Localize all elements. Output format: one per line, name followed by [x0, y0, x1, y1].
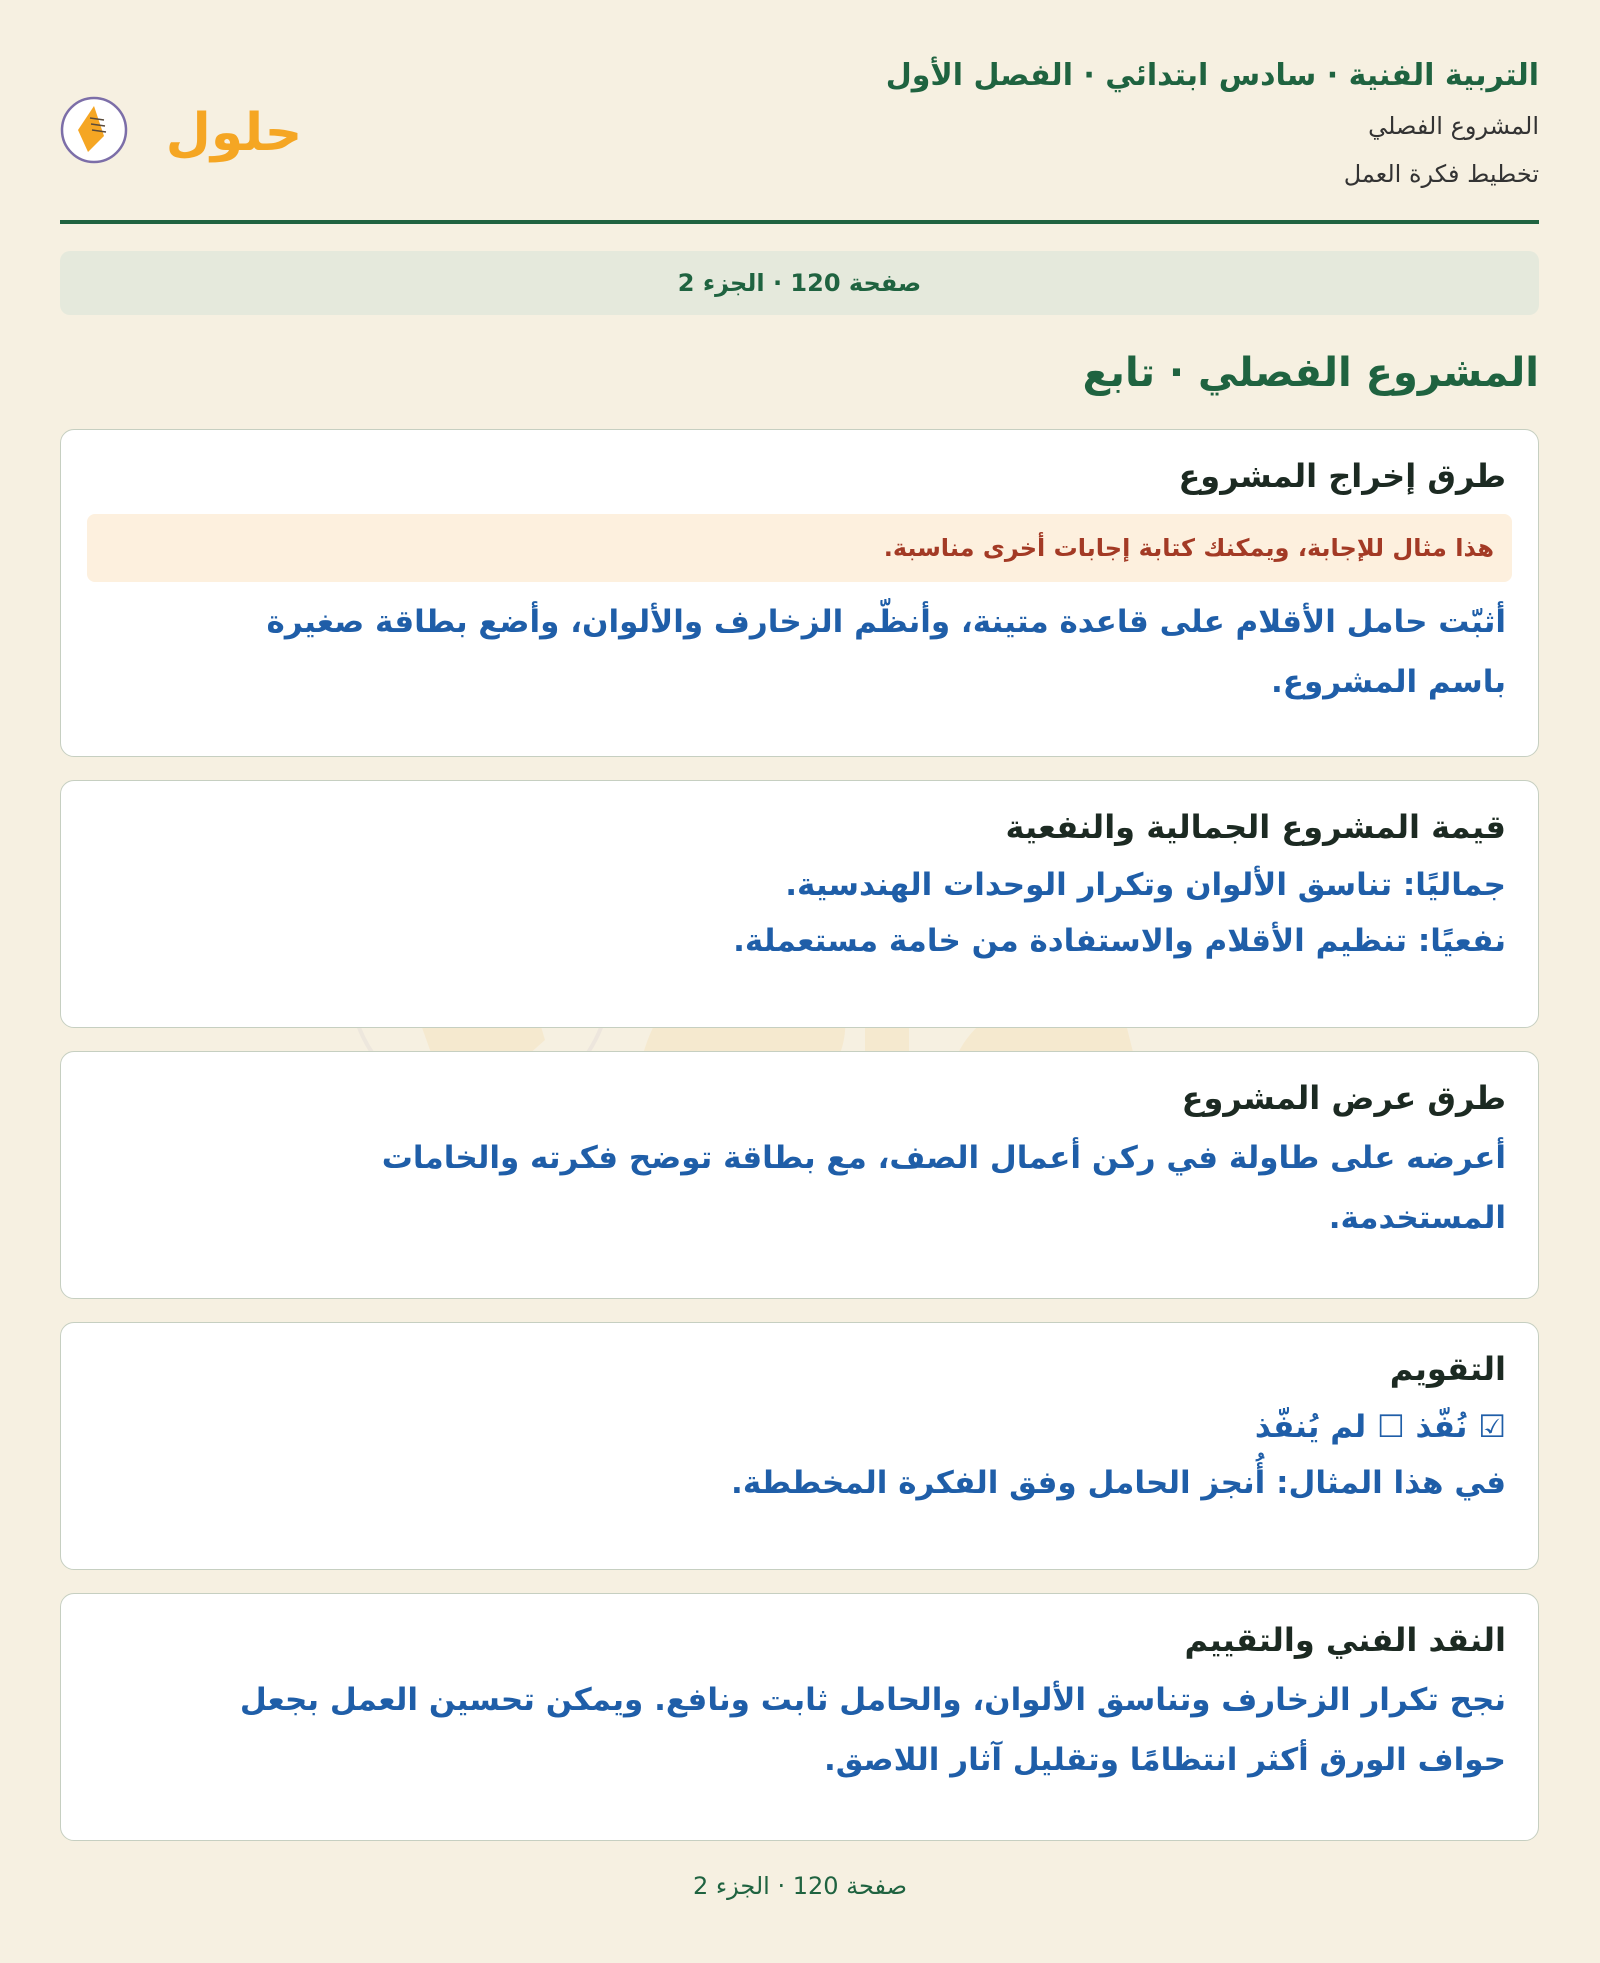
card-title: قيمة المشروع الجمالية والنفعية — [1005, 808, 1506, 846]
page-header — [60, 50, 1539, 224]
svg-text:حلول: حلول — [165, 103, 303, 163]
subject-title: التربية الفنية · سادس ابتدائي · الفصل الأول — [885, 58, 1539, 93]
card-answer — [93, 1399, 1506, 1511]
page-footer: صفحة 120 · الجزء 2 — [692, 1872, 908, 1900]
card-title: طرق إخراج المشروع — [1178, 457, 1506, 495]
card-project-output — [60, 429, 1539, 757]
page-banner: صفحة 120 · الجزء 2 — [60, 251, 1539, 315]
header-titles — [886, 50, 1539, 198]
card-answer — [93, 857, 1506, 969]
answer-line: أثبّت حامل الأقلام على قاعدة متينة، وأنظّم الزخارف والألوان، وأضع بطاقة صغيرة — [266, 604, 1506, 640]
section-heading: المشروع الفصلي · تابع — [1082, 350, 1539, 396]
answer-line: أعرضه على طاولة في ركن أعمال الصف، مع بطاقة توضح فكرته والخامات — [381, 1140, 1506, 1176]
lesson-subtitle: تخطيط فكرة العمل — [1343, 160, 1539, 188]
card-art-critique — [60, 1593, 1539, 1841]
card-evaluation — [60, 1322, 1539, 1570]
card-title: طرق عرض المشروع — [1181, 1079, 1506, 1117]
answer-line: حواف الورق أكثر انتظامًا وتقليل آثار اللاصق. — [823, 1742, 1506, 1778]
answer-line: نجح تكرار الزخارف وتناسق الألوان، والحامل ثابت ونافع. ويمكن تحسين العمل بجعل — [239, 1682, 1506, 1718]
answer-line: نفعيًا: تنظيم الأقلام والاستفادة من خامة مستعملة. — [733, 923, 1506, 959]
card-answer — [93, 1128, 1506, 1248]
card-answer — [93, 592, 1506, 712]
card-project-display — [60, 1051, 1539, 1299]
answer-line: باسم المشروع. — [1271, 664, 1506, 700]
answer-line: جماليًا: تناسق الألوان وتكرار الوحدات الهندسية. — [785, 867, 1506, 903]
hulul-logo — [60, 90, 303, 170]
answer-line: المستخدمة. — [1328, 1200, 1506, 1236]
card-project-value — [60, 780, 1539, 1028]
card-title: النقد الفني والتقييم — [1184, 1621, 1506, 1659]
unit-subtitle: المشروع الفصلي — [1368, 112, 1539, 140]
example-note: هذا مثال للإجابة، ويمكنك كتابة إجابات أخرى مناسبة. — [87, 514, 1512, 582]
execution-checkbox-line: ☑ نُفّذ ☐ لم يُنفّذ — [1254, 1409, 1506, 1445]
card-title: التقويم — [1389, 1350, 1506, 1388]
card-answer — [93, 1670, 1506, 1790]
answer-line: في هذا المثال: أُنجز الحامل وفق الفكرة المخططة. — [731, 1465, 1506, 1501]
